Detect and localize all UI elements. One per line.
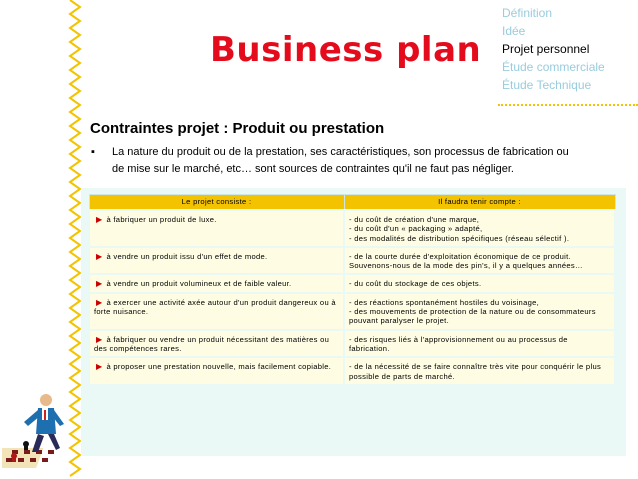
nav-divider — [498, 104, 638, 106]
cell-projet — [89, 357, 344, 385]
cell-projet — [89, 274, 344, 292]
intro-paragraph: La nature du produit ou de la prestation, ses caractéristiques, son processus de fabrication ou de mise sur le marché, etc… sont sources de contraintes qu'il ne faut pas négliger. — [112, 146, 569, 175]
nav-item-idee[interactable]: Idée — [502, 24, 526, 38]
triangle-right-icon: ▶ — [96, 279, 103, 289]
square-bullet-icon: ▪ — [91, 146, 95, 158]
cell-compte — [344, 247, 615, 275]
cell-projet — [89, 293, 344, 330]
constraints-table — [88, 194, 616, 386]
table-row — [89, 293, 615, 330]
cell-projet — [89, 210, 344, 247]
table-row — [89, 357, 615, 385]
cell-compte — [344, 210, 615, 247]
cell-compte-line: - du coût de création d'une marque, — [349, 215, 480, 224]
cell-compte — [344, 293, 615, 330]
page-title: Business plan — [210, 30, 482, 70]
cell-compte-line: - de la courte durée d'exploitation économique de ce produit. Souvenons-nous de la mode des pin's, il y a quelques années… — [349, 251, 583, 271]
column-header-projet: Le projet consiste : — [89, 195, 344, 211]
cell-compte-line: - des risques liés à l'approvisionnement ou au processus de fabrication. — [349, 334, 568, 353]
table-row — [89, 210, 615, 247]
nav-item-projet-personnel[interactable]: Projet personnel — [502, 42, 590, 56]
cell-projet — [89, 330, 344, 358]
nav-item-etude-technique[interactable]: Étude Technique — [502, 78, 592, 92]
cell-compte-line: - du coût du stockage de ces objets. — [349, 279, 482, 289]
table-row — [89, 247, 615, 275]
table-row — [89, 330, 615, 358]
cell-compte-line: - des réactions spontanément hostiles du voisinage, — [349, 297, 540, 307]
triangle-right-icon: ▶ — [96, 334, 103, 344]
table-header-row — [89, 195, 615, 211]
nav-item-definition[interactable]: Définition — [502, 6, 553, 20]
cell-projet — [89, 247, 344, 275]
cell-projet-text: à fabriquer un produit de luxe. — [106, 215, 217, 224]
cell-projet-text: à fabriquer ou vendre un produit nécessitant des matières ou des compétences rares. — [94, 334, 330, 353]
triangle-right-icon: ▶ — [96, 297, 103, 307]
section-nav — [502, 4, 605, 94]
cell-compte — [344, 330, 615, 358]
cell-compte-line: - des mouvements de protection de la nature ou de consommateurs pouvant paralyser le projet. — [349, 307, 596, 326]
cell-compte — [344, 357, 615, 385]
triangle-right-icon: ▶ — [96, 251, 103, 261]
table-row — [89, 274, 615, 292]
cell-compte-line: - des modalités de distribution spécifiques (réseau sélectif ). — [349, 233, 570, 243]
cell-compte-line: - de la nécessité de se faire connaître très vite pour conquérir le plus possible de parts de marché. — [349, 362, 602, 381]
businessman-chess-clipart — [2, 386, 74, 472]
cell-compte-line: - du coût d'un « packaging » adapté, — [349, 224, 483, 234]
triangle-right-icon: ▶ — [96, 362, 103, 372]
nav-item-etude-commerciale[interactable]: Étude commerciale — [502, 60, 605, 74]
cell-compte — [344, 274, 615, 292]
cell-projet-text: à vendre un produit volumineux et de faible valeur. — [106, 279, 292, 289]
cell-projet-text: à exercer une activité axée autour d'un produit dangereux ou à forte nuisance. — [94, 297, 336, 317]
constraints-table-panel — [81, 188, 626, 456]
triangle-right-icon: ▶ — [96, 215, 103, 224]
section-heading: Contraintes projet : Produit ou prestation — [90, 120, 385, 137]
column-header-compte: Il faudra tenir compte : — [344, 195, 615, 211]
cell-projet-text: à proposer une prestation nouvelle, mais facilement copiable. — [106, 362, 332, 372]
cell-projet-text: à vendre un produit issu d'un effet de mode. — [106, 251, 268, 261]
